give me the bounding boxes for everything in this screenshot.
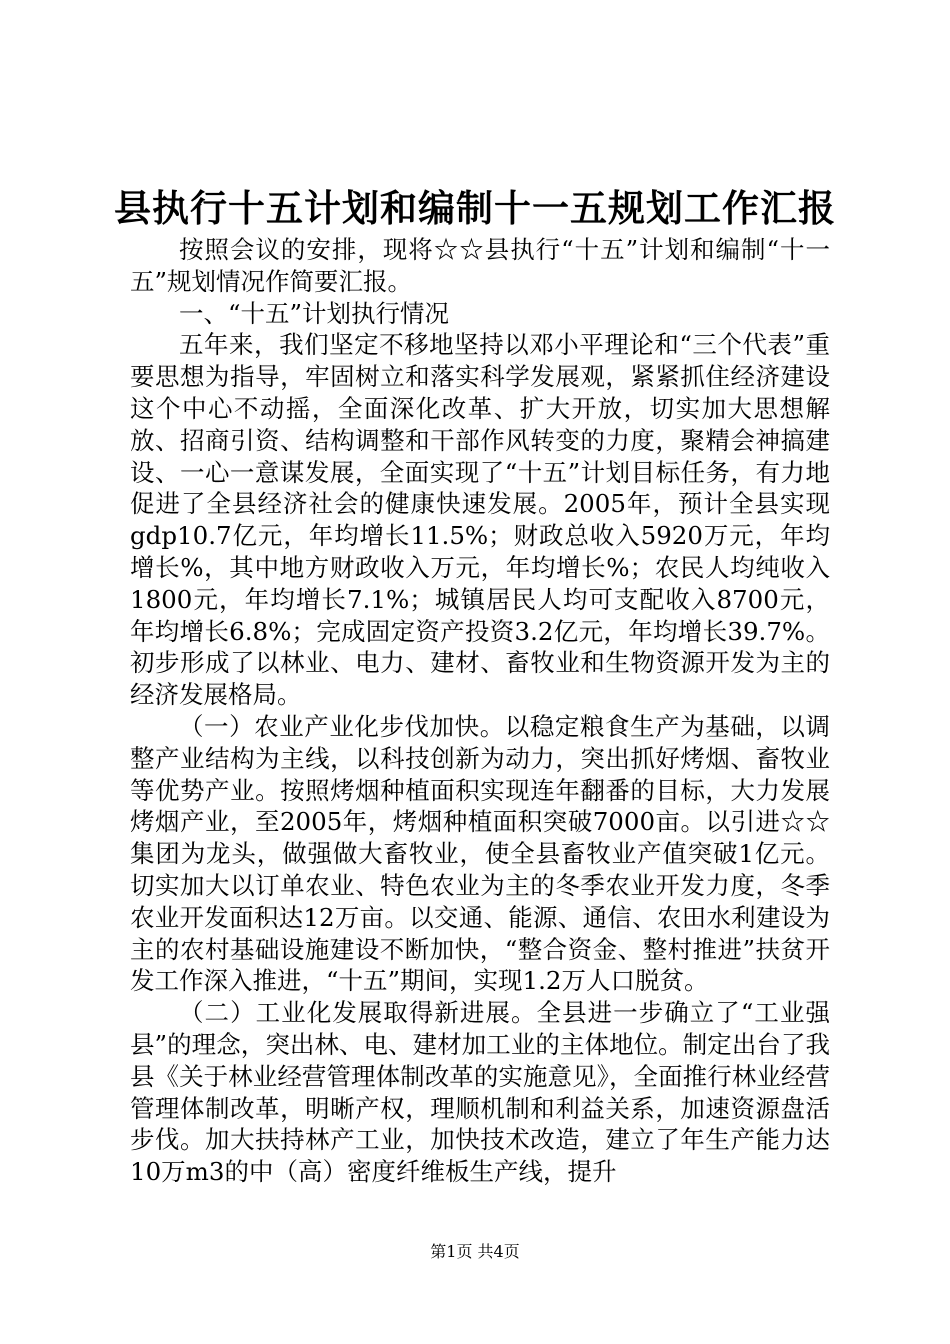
section-heading: 一、“十五”计划执行情况 bbox=[179, 298, 450, 328]
page-footer: 第1页 共4页 bbox=[430, 1242, 520, 1261]
intro-paragraph: 按照会议的安排，现将☆☆县执行“十五”计划和编制“十一五”规划情况作简要汇报。 bbox=[130, 235, 830, 296]
document-body bbox=[130, 234, 830, 1188]
industry-paragraph: （二）工业化发展取得新进展。全县进一步确立了“工业强县”的理念，突出林、电、建材加工业的主体地位。制定出台了我县《关于林业经营管理体制改革的实施意见》，全面推行林业经营管理体制改革，明晰产权，理顺机制和利益关系，加速资源盘活步伐。加大扶持林产工业，加快技术改造，建立了年生产能力达10万m3的中（高）密度纤维板生产线，提升 bbox=[130, 998, 830, 1187]
summary-paragraph: 五年来，我们坚定不移地坚持以邓小平理论和“三个代表”重要思想为指导，牢固树立和落实科学发展观，紧紧抓住经济建设这个中心不动摇，全面深化改革、扩大开放，切实加大思想解放、招商引资、结构调整和干部作风转变的力度，聚精会神搞建设、一心一意谋发展，全面实现了“十五”计划目标任务，有力地促进了全县经济社会的健康快速发展。2005年，预计全县实现gdp10.7亿元，年均增长11.5%；财政总收入5920万元，年均增长%，其中地方财政收入万元，年均增长%；农民人均纯收入1800元，年均增长7.1%；城镇居民人均可支配收入8700元，年均增长6.8%；完成固定资产投资3.2亿元，年均增长39.7%。初步形成了以林业、电力、建材、畜牧业和生物资源开发为主的经济发展格局。 bbox=[130, 330, 830, 710]
document-title: 县执行十五计划和编制十一五规划工作汇报 bbox=[114, 186, 836, 230]
agriculture-paragraph: （一）农业产业化步伐加快。以稳定粮食生产为基础，以调整产业结构为主线，以科技创新为动力，突出抓好烤烟、畜牧业等优势产业。按照烤烟种植面积实现连年翻番的目标，大力发展烤烟产业，至2005年，烤烟种植面积突破7000亩。以引进☆☆集团为龙头，做强做大畜牧业，使全县畜牧业产值突破1亿元。切实加大以订单农业、特色农业为主的冬季农业开发力度，冬季农业开发面积达12万亩。以交通、能源、通信、农田水利建设为主的农村基础设施建设不断加快，“整合资金、整村推进”扶贫开发工作深入推进，“十五”期间，实现1.2万人口脱贫。 bbox=[130, 711, 830, 996]
